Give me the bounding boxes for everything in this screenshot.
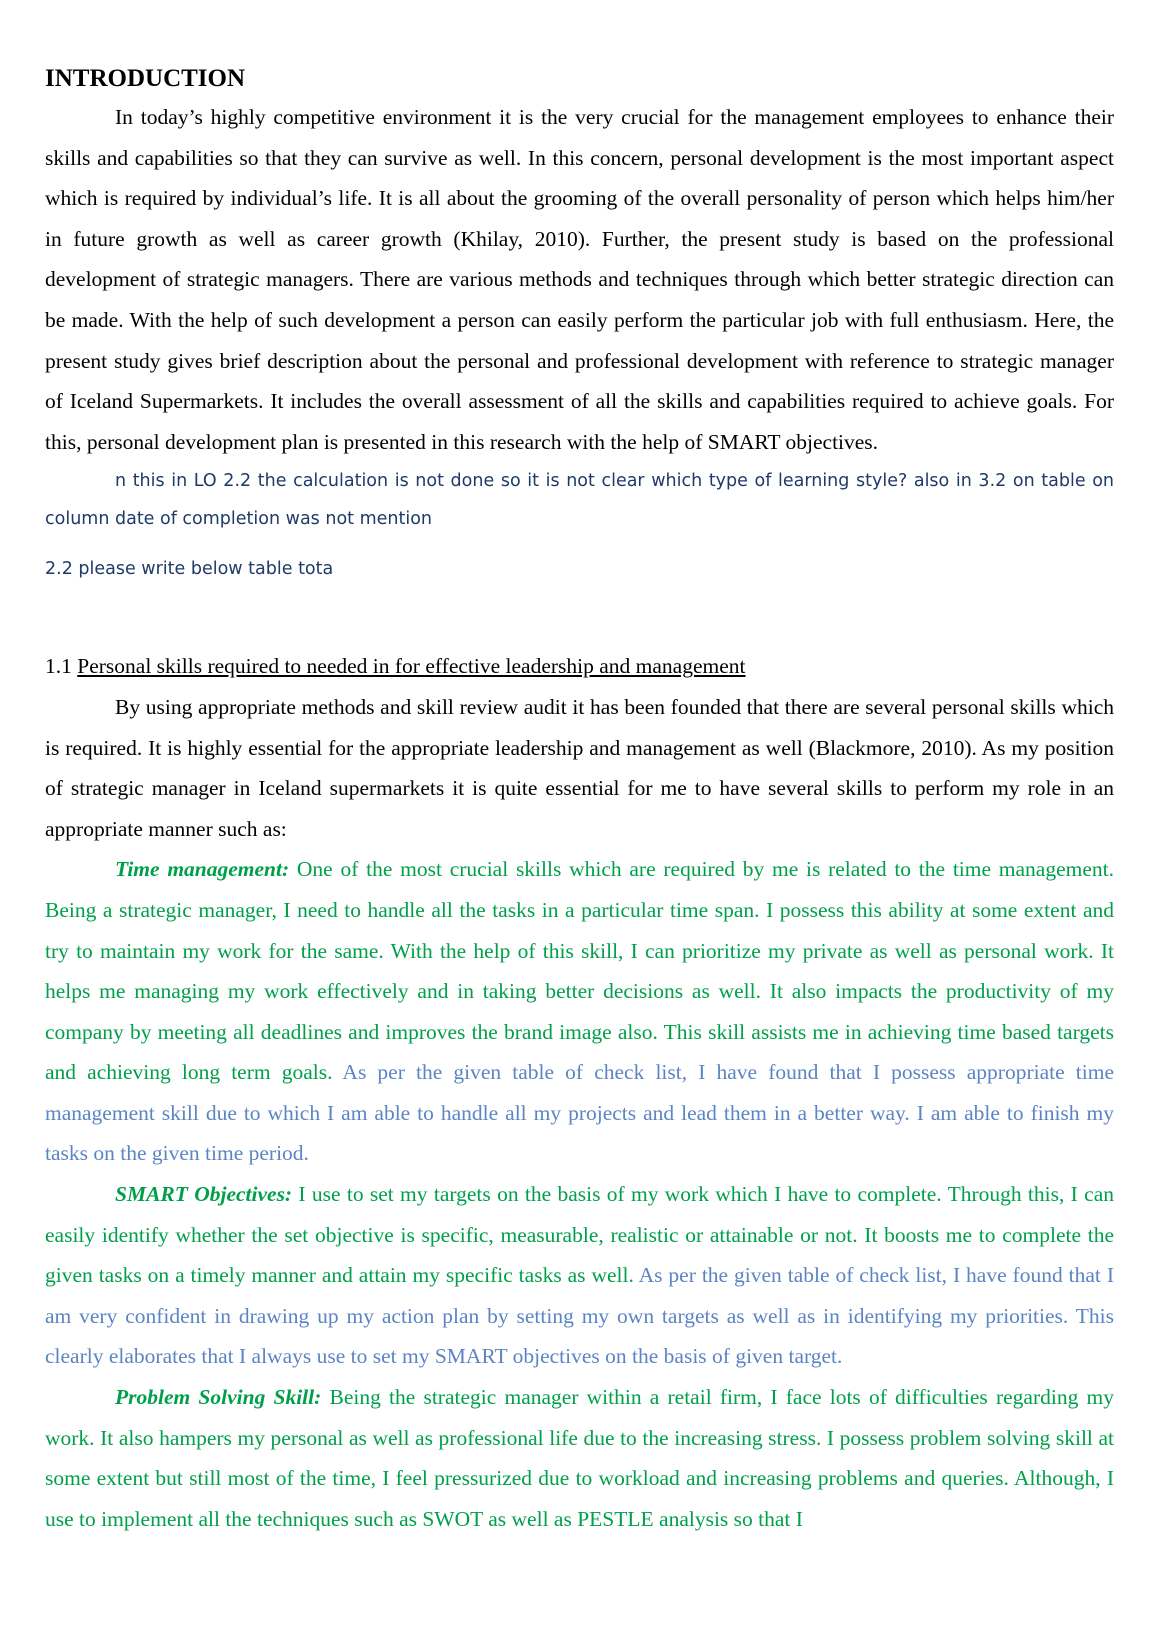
review-comment-2: 2.2 please write below table tota	[45, 559, 334, 580]
skill-term: Problem Solving Skill:	[115, 1385, 322, 1410]
skill-description: Being the strategic manager within a retail firm, I face lots of difficulties regarding my work. It also hampers my personal as well as professional life due to the increasing stress. I possess problem solving skill at some extent but still most of the time, I feel pressurized due to workload and increasing problems and queries. Although, I use to implement all the techniques such as SWOT as well as PESTLE analysis so that I	[45, 1385, 1115, 1531]
section-number: 1.1	[45, 654, 72, 679]
section-intro-paragraph: By using appropriate methods and skill review audit it has been founded that there are several personal skills which is required. It is highly essential for the appropriate leadership and management as well (Blackmore, 2010). As my position of strategic manager in Iceland supermarkets it is quite essential for me to have several skills to perform my role in an appropriate manner such as:	[45, 694, 1114, 841]
skill-paragraph-time-management	[45, 849, 1114, 1174]
skill-term: Time management:	[115, 857, 290, 882]
skill-description: One of the most crucial skills which are required by me is related to the time management. Being a strategic manager, I need to handle all the tasks in a particular time span. I possess this ability at some extent and try to maintain my work for the same. With the help of this skill, I can prioritize my private as well as personal work. It helps me managing my work effectively and in taking better decisions as well. It also impacts the productivity of my company by meeting all deadlines and improves the brand image also. This skill assists me in achieving time based targets and achieving long term goals.	[45, 857, 1115, 1085]
review-comment: n this in LO 2.2 the calculation is not done so it is not clear which type of learning style? also in 3.2 on table on column date of completion was not mention	[45, 471, 1114, 530]
page-title: INTRODUCTION	[45, 65, 246, 92]
skill-description: I use to set my targets on the basis of my work which I have to complete. Through this, I can easily identify whether the set objective is specific, measurable, realistic or attainable or not. It boosts me to complete the given tasks on a timely manner and attain my specific tasks as well.	[45, 1182, 1114, 1288]
skill-paragraph-smart-objectives	[45, 1174, 1114, 1377]
section-title: Personal skills required to needed in for effective leadership and management	[77, 654, 746, 679]
skill-term: SMART Objectives:	[115, 1182, 293, 1207]
skill-assessment: As per the given table of check list, I have found that I possess appropriate time management skill due to which I am able to handle all my projects and lead them in a better way. I am able to finish my tasks on the given time period.	[45, 1060, 1114, 1166]
intro-paragraph: In today’s highly competitive environment it is the very crucial for the management employees to enhance their skills and capabilities so that they can survive as well. In this concern, personal development is the most important aspect which is required by individual’s life. It is all about the grooming of the overall personality of person which helps him/her in future growth as well as career growth (Khilay, 2010). Further, the present study is based on the professional development of strategic managers. There are various methods and techniques through which better strategic direction can be made. With the help of such development a person can easily perform the particular job with full enthusiasm. Here, the present study gives brief description about the personal and professional development with reference to strategic manager of Iceland Supermarkets. It includes the overall assessment of all the skills and capabilities required to achieve goals. For this, personal development plan is presented in this research with the help of SMART objectives.	[45, 105, 1114, 454]
skill-paragraph-problem-solving	[45, 1377, 1114, 1539]
skill-assessment: As per the given table of check list, I have found that I am very confident in drawing up my action plan by setting my own targets as well as in identifying my priorities. This clearly elaborates that I always use to set my SMART objectives on the basis of given target.	[45, 1263, 1114, 1369]
section-heading	[45, 646, 1114, 687]
